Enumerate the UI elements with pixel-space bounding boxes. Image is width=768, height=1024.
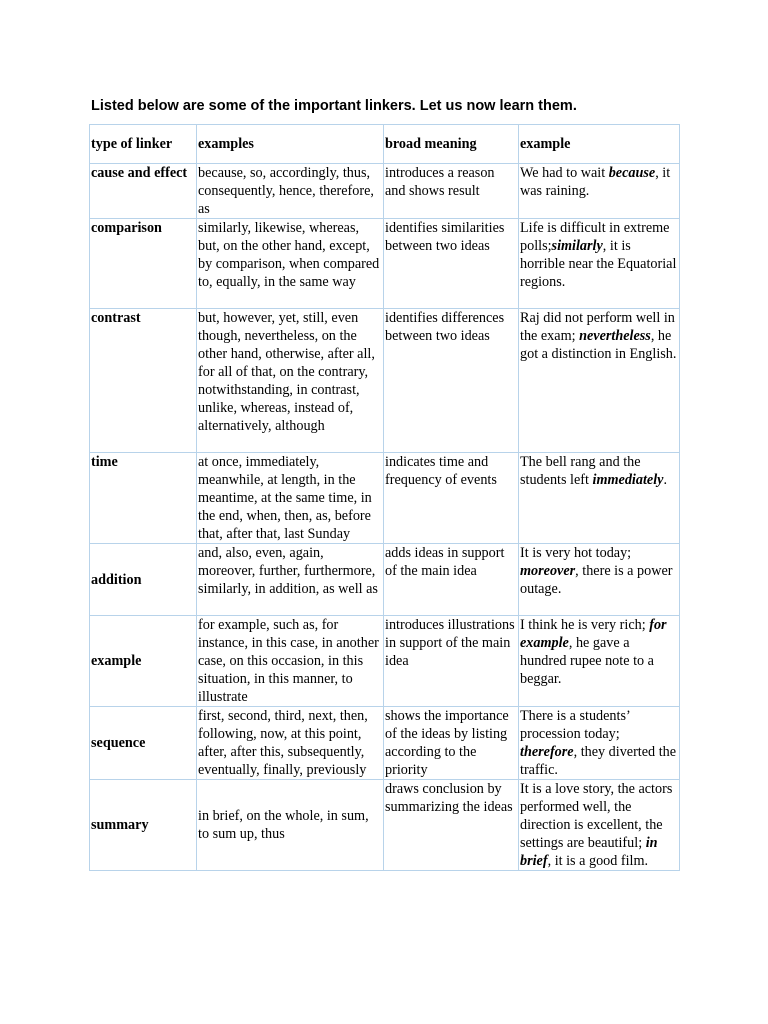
linker-example-cell	[519, 616, 680, 707]
example-text: , he gave a hundred rupee note to a beggar.	[520, 635, 654, 687]
example-linker-word: for example	[520, 617, 667, 651]
linker-type-cell: time	[90, 453, 197, 544]
example-text: , it is horrible near the Equatorial regions.	[520, 238, 677, 290]
header-broad-meaning: broad meaning	[384, 125, 519, 164]
linker-examples-cell: for example, such as, for instance, in this case, in another case, on this occasion, in this situation, in this manner, to illustrate	[197, 616, 384, 707]
table-row	[90, 616, 680, 707]
table-row	[90, 164, 680, 219]
example-linker-word: in brief	[520, 835, 658, 869]
linker-meaning-cell: shows the importance of the ideas by listing according to the priority	[384, 707, 519, 780]
linker-examples-cell: at once, immediately, meanwhile, at length, in the meantime, at the same time, in the end, when, then, as, before that, after that, last Sunday	[197, 453, 384, 544]
linker-type-cell: sequence	[90, 707, 197, 780]
linker-example-cell	[519, 544, 680, 616]
linker-type-cell: cause and effect	[90, 164, 197, 219]
example-text: , there is a power outage.	[520, 563, 673, 597]
example-text: It is very hot today;	[520, 545, 632, 561]
table-row	[90, 544, 680, 616]
linker-example-cell	[519, 453, 680, 544]
table-row	[90, 309, 680, 453]
example-text: We had to wait	[520, 165, 609, 181]
linker-example-cell	[519, 707, 680, 780]
example-text: , he got a distinction in English.	[520, 328, 677, 362]
example-text: It is a love story, the actors performed well, the direction is excellent, the settings are beautiful;	[520, 781, 673, 851]
table-row	[90, 707, 680, 780]
table-row	[90, 453, 680, 544]
table-row	[90, 219, 680, 309]
linker-type-cell: example	[90, 616, 197, 707]
linker-examples-cell: in brief, on the whole, in sum, to sum up, thus	[197, 780, 384, 871]
linker-meaning-cell: introduces illustrations in support of the main idea	[384, 616, 519, 707]
linkers-table	[89, 124, 680, 871]
linker-example-cell	[519, 219, 680, 309]
linker-example-cell	[519, 780, 680, 871]
linker-type-cell: addition	[90, 544, 197, 616]
example-linker-word: similarly	[551, 238, 603, 254]
linker-meaning-cell: adds ideas in support of the main idea	[384, 544, 519, 616]
example-linker-word: immediately	[592, 472, 664, 488]
page-heading: Listed below are some of the important linkers. Let us now learn them.	[91, 98, 577, 114]
example-text: Life is difficult in extreme polls;	[520, 220, 670, 254]
header-type-of-linker: type of linker	[90, 125, 197, 164]
linker-examples-cell: similarly, likewise, whereas, but, on the other hand, except, by comparison, when compared to, equally, in the same way	[197, 219, 384, 309]
header-example: example	[519, 125, 680, 164]
linker-meaning-cell: identifies differences between two ideas	[384, 309, 519, 453]
linker-examples-cell: and, also, even, again, moreover, further, furthermore, similarly, in addition, as well as	[197, 544, 384, 616]
linker-example-cell	[519, 309, 680, 453]
table-row	[90, 780, 680, 871]
example-linker-word: because	[608, 165, 656, 181]
header-examples: examples	[197, 125, 384, 164]
example-text: Raj did not perform well in the exam;	[520, 310, 675, 344]
example-linker-word: therefore	[520, 744, 574, 760]
linker-type-cell: contrast	[90, 309, 197, 453]
example-text: , it was raining.	[520, 165, 671, 199]
example-linker-word: moreover	[520, 563, 576, 579]
linker-meaning-cell: draws conclusion by summarizing the ideas	[384, 780, 519, 871]
linker-examples-cell: first, second, third, next, then, following, now, at this point, after, after this, subsequently, eventually, finally, previously	[197, 707, 384, 780]
example-text: There is a students’ procession today;	[520, 708, 630, 742]
linker-meaning-cell: identifies similarities between two ideas	[384, 219, 519, 309]
example-text: .	[663, 472, 667, 488]
linker-meaning-cell: introduces a reason and shows result	[384, 164, 519, 219]
table-header-row	[90, 125, 680, 164]
example-linker-word: nevertheless	[579, 328, 651, 344]
example-text: I think he is very rich;	[520, 617, 650, 633]
linker-examples-cell: because, so, accordingly, thus, consequently, hence, therefore, as	[197, 164, 384, 219]
linker-type-cell: summary	[90, 780, 197, 871]
example-text: , they diverted the traffic.	[520, 744, 677, 778]
example-text: , it is a good film.	[547, 853, 649, 869]
example-text: The bell rang and the students left	[520, 454, 641, 488]
linker-example-cell	[519, 164, 680, 219]
linker-type-cell: comparison	[90, 219, 197, 309]
linker-meaning-cell: indicates time and frequency of events	[384, 453, 519, 544]
linker-examples-cell: but, however, yet, still, even though, nevertheless, on the other hand, otherwise, after all, for all of that, on the contrary, notwithstanding, in contrast, unlike, whereas, instead of, alternatively, although	[197, 309, 384, 453]
